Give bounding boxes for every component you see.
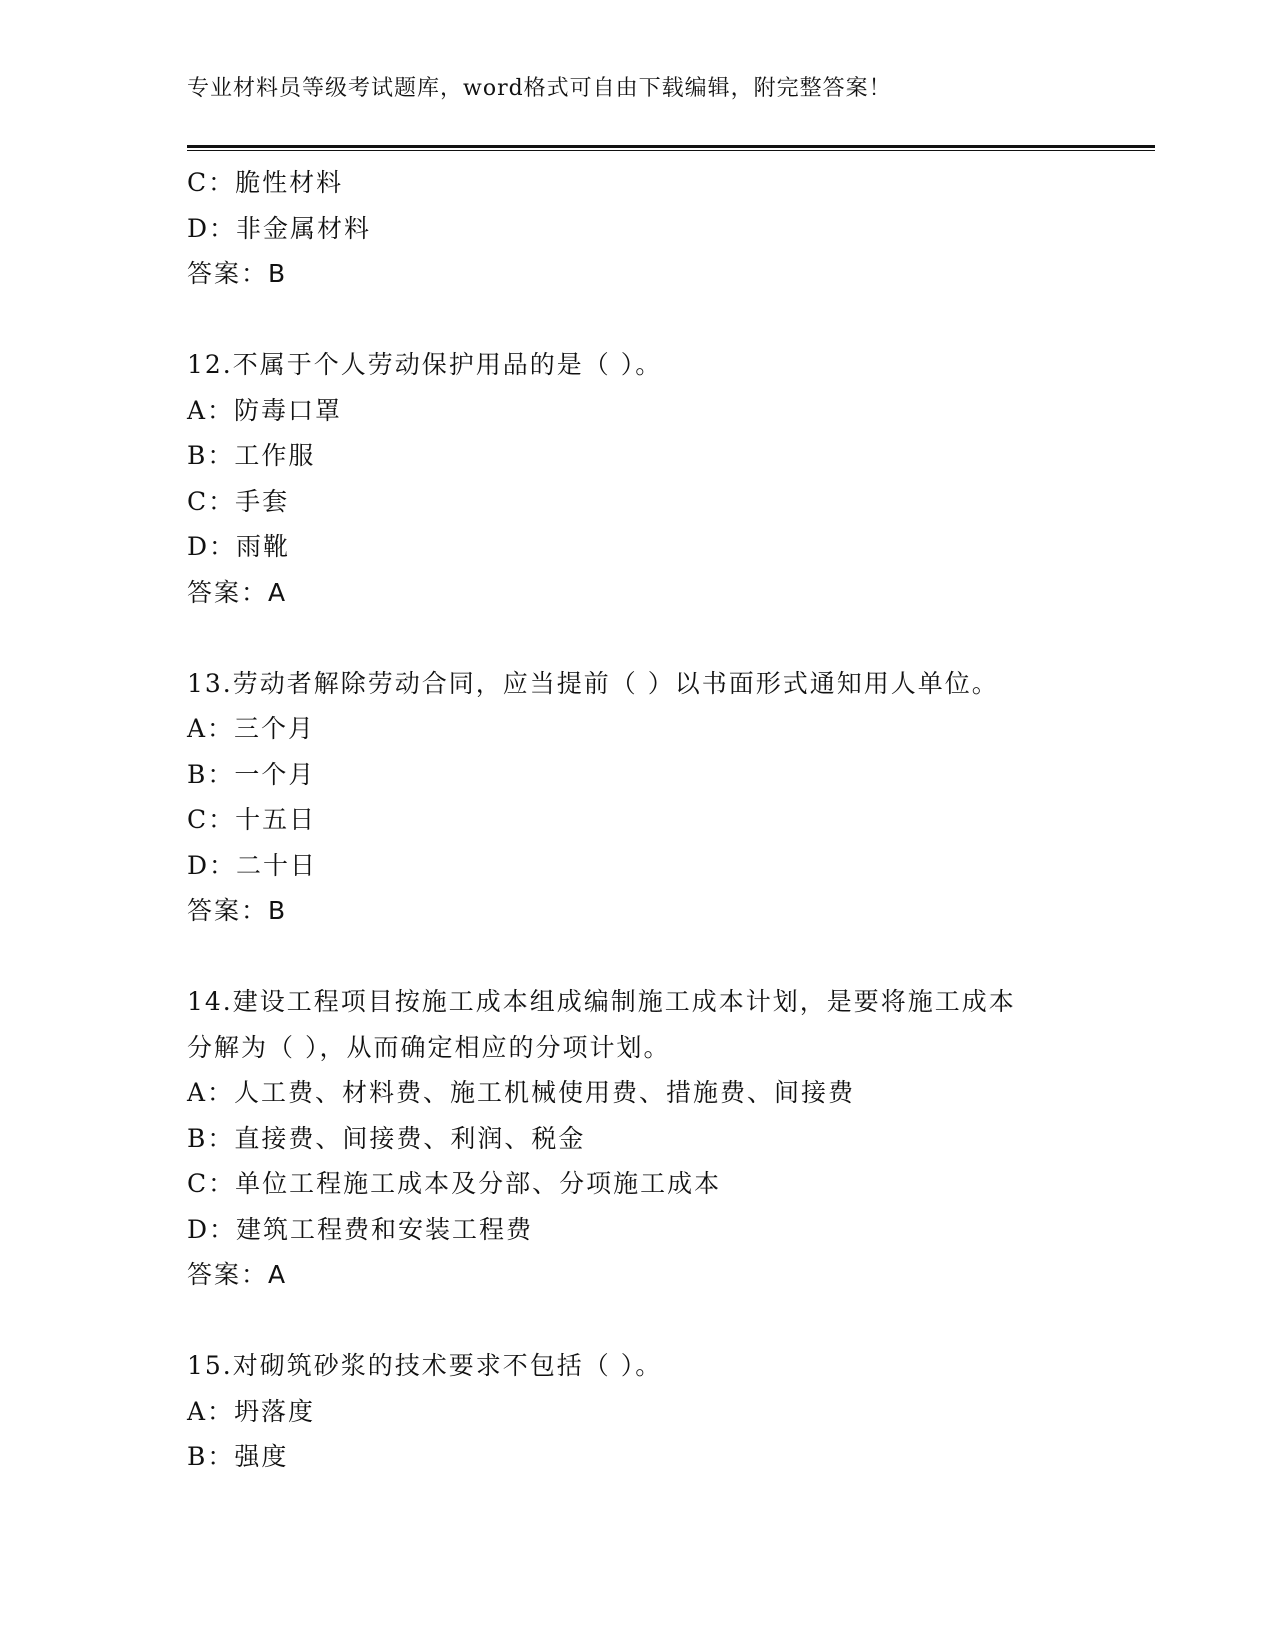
answer-line: 答案：A <box>187 577 288 607</box>
option-c: C：脆性材料 <box>187 168 344 197</box>
spacer <box>187 615 1087 661</box>
option-b: B：强度 <box>187 1442 289 1471</box>
page-header: 专业材料员等级考试题库，word格式可自由下载编辑，附完整答案！ <box>187 76 892 101</box>
option-b: B：工作服 <box>187 441 316 470</box>
question-block-11 <box>187 160 1087 297</box>
question-block-12 <box>187 342 1087 615</box>
spacer <box>187 934 1087 980</box>
question-block-13 <box>187 661 1087 934</box>
answer-line: 答案：B <box>187 259 288 288</box>
question-block-15 <box>187 1343 1087 1480</box>
question-text: 15.对砌筑砂浆的技术要求不包括（ ）。 <box>187 1351 663 1380</box>
option-c: C：十五日 <box>187 805 317 834</box>
spacer <box>187 1298 1087 1344</box>
option-a: A：人工费、材料费、施工机械使用费、措施费、间接费 <box>187 1078 856 1107</box>
option-d: D：建筑工程费和安装工程费 <box>187 1214 534 1244</box>
question-block-14 <box>187 979 1087 1298</box>
answer-line: 答案：A <box>187 1260 288 1289</box>
option-a: A：防毒口罩 <box>187 395 343 425</box>
option-a: A：三个月 <box>187 714 316 743</box>
question-list <box>187 160 1087 1480</box>
option-d: D：二十日 <box>187 850 318 880</box>
question-text-line-2: 分解为（ ），从而确定相应的分项计划。 <box>187 1032 671 1062</box>
answer-line: 答案：B <box>187 896 288 925</box>
option-d: D：雨靴 <box>187 532 291 561</box>
option-b: B：一个月 <box>187 759 316 789</box>
spacer <box>187 297 1087 343</box>
option-a: A：坍落度 <box>187 1396 316 1426</box>
option-c: C：手套 <box>187 486 290 516</box>
option-b: B：直接费、间接费、利润、税金 <box>187 1123 586 1153</box>
option-c: C：单位工程施工成本及分部、分项施工成本 <box>187 1169 722 1198</box>
question-text: 13.劳动者解除劳动合同，应当提前（ ）以书面形式通知用人单位。 <box>187 668 999 698</box>
header-rule-thick <box>187 145 1155 148</box>
option-d: D：非金属材料 <box>187 213 372 243</box>
header-rule-thin <box>187 150 1155 151</box>
question-text-line-1: 14.建设工程项目按施工成本组成编制施工成本计划，是要将施工成本 <box>187 987 1016 1016</box>
question-text: 12.不属于个人劳动保护用品的是（ ）。 <box>187 350 663 379</box>
